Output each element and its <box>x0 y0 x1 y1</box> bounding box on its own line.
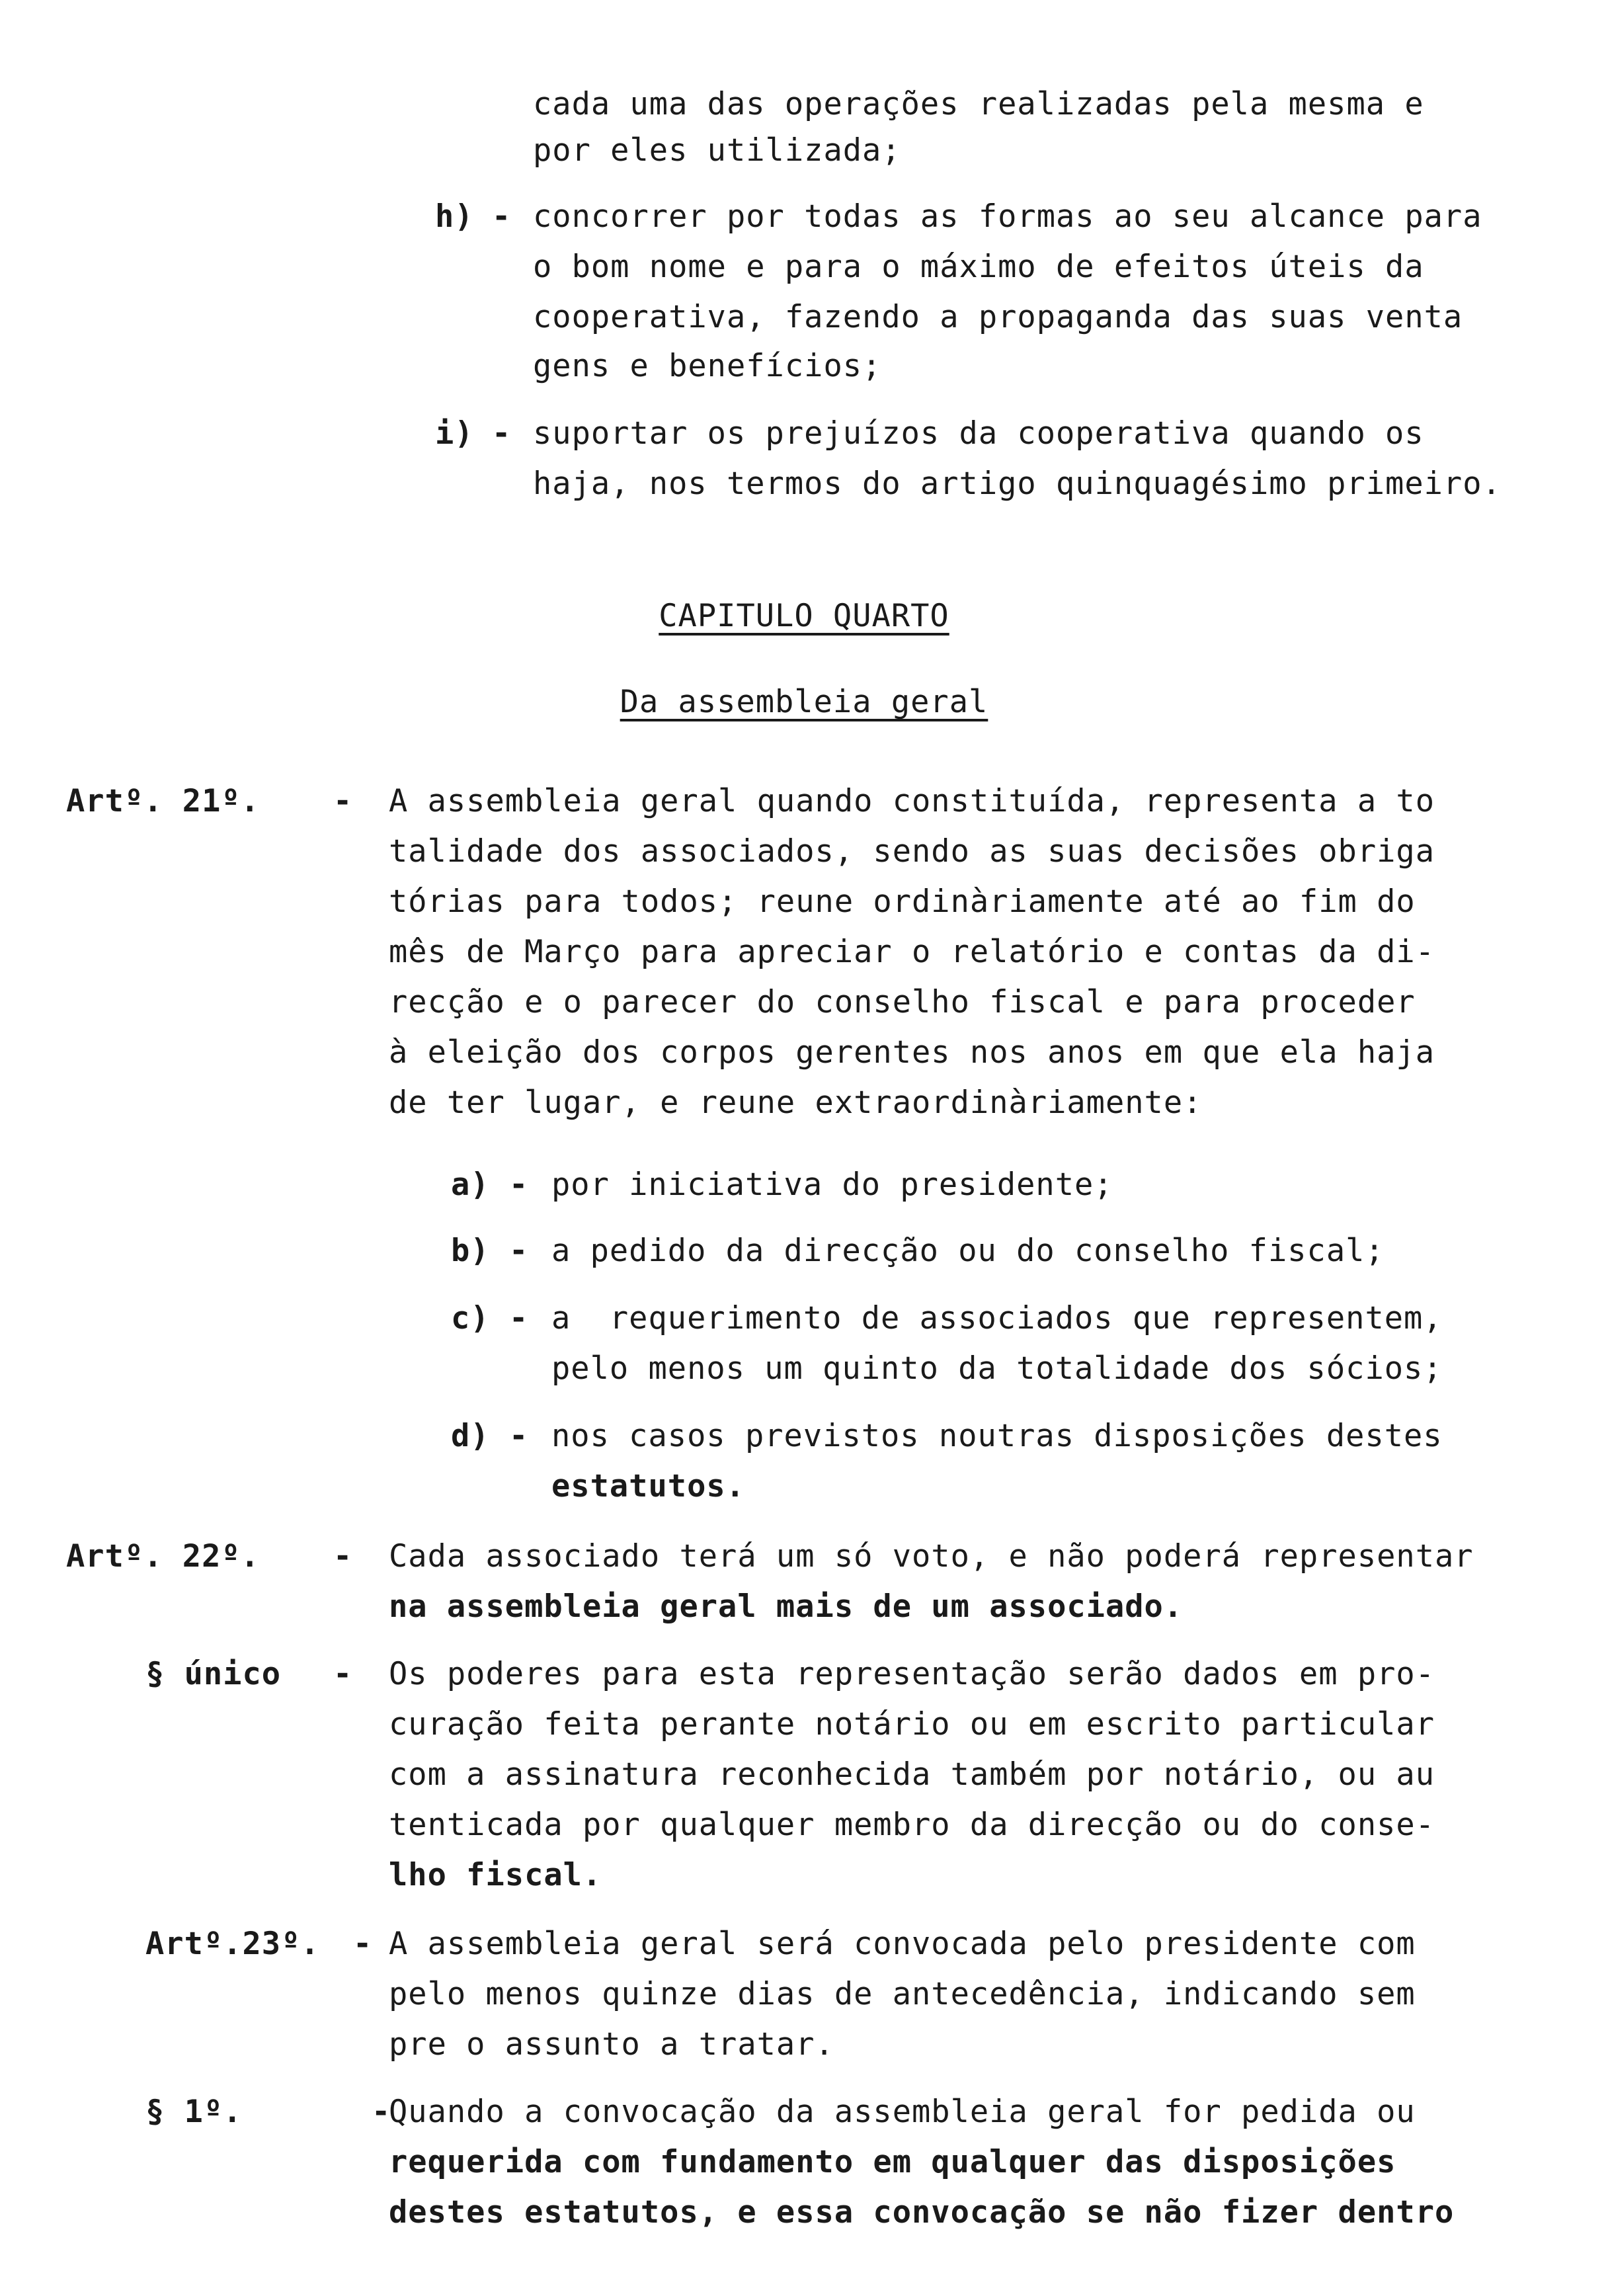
list-dash: - <box>509 1300 529 1336</box>
body-text-line: suportar os prejuízos da cooperativa quando os <box>533 415 1424 452</box>
body-text-line: gens e benefícios; <box>533 348 882 384</box>
body-text-line: Quando a convocação da assembleia geral for pedida ou <box>389 2094 1416 2130</box>
article-label: Artº. 21º. <box>66 783 260 819</box>
body-text-line: a requerimento de associados que representem, <box>551 1300 1443 1336</box>
list-marker: h) <box>435 198 474 235</box>
body-text-line: por eles utilizada; <box>533 132 901 169</box>
body-text-line: cada uma das operações realizadas pela mesma e <box>533 86 1424 122</box>
body-text-line: destes estatutos, e essa convocação se não fizer dentro <box>389 2194 1455 2231</box>
list-marker: b) <box>451 1233 490 1269</box>
body-text-line: o bom nome e para o máximo de efeitos úteis da <box>533 249 1424 285</box>
body-text-line: haja, nos termos do artigo quinquagésimo primeiro. <box>533 466 1502 502</box>
body-text-line: A assembleia geral quando constituída, representa a to <box>389 783 1435 819</box>
body-text-line: estatutos. <box>551 1468 745 1504</box>
list-marker: i) <box>435 415 474 452</box>
body-text-line: cooperativa, fazendo a propaganda das suas venta <box>533 299 1463 335</box>
article-label: Artº. 22º. <box>66 1538 260 1575</box>
body-text-line: de ter lugar, e reune extraordinàriamente: <box>389 1085 1203 1121</box>
body-text-line: requerida com fundamento em qualquer das disposições <box>389 2144 1396 2180</box>
list-dash: - <box>492 198 512 235</box>
chapter-subtitle: Da assembleia geral <box>620 684 988 720</box>
article-label: Artº.23º. <box>145 1926 320 1962</box>
body-text-line: pelo menos um quinto da totalidade dos sócios; <box>551 1350 1443 1387</box>
body-text-line: Cada associado terá um só voto, e não poderá representar <box>389 1538 1474 1575</box>
body-text-line: à eleição dos corpos gerentes nos anos em que ela haja <box>389 1034 1435 1071</box>
list-marker: d) <box>451 1418 490 1454</box>
article-dash: - <box>333 783 353 819</box>
body-text-line: mês de Março para apreciar o relatório e contas da di- <box>389 934 1435 970</box>
body-text-line: a pedido da direcção ou do conselho fiscal; <box>551 1233 1385 1269</box>
list-dash: - <box>509 1233 529 1269</box>
body-text-line: tórias para todos; reune ordinàriamente até ao fim do <box>389 883 1416 920</box>
body-text-line: recção e o parecer do conselho fiscal e para proceder <box>389 984 1416 1020</box>
body-text-line: lho fiscal. <box>389 1857 602 1893</box>
list-dash: - <box>509 1167 529 1203</box>
paragraph-dash: - <box>333 1656 353 1692</box>
body-text-line: tenticada por qualquer membro da direcção ou do conse- <box>389 1807 1435 1843</box>
list-dash: - <box>509 1418 529 1454</box>
body-text-line: por iniciativa do presidente; <box>551 1167 1113 1203</box>
list-marker: c) <box>451 1300 490 1336</box>
body-text-line: concorrer por todas as formas ao seu alcance para <box>533 198 1482 235</box>
chapter-title: CAPITULO QUARTO <box>659 598 949 634</box>
paragraph-label: § único <box>145 1656 282 1692</box>
paragraph-dash: - <box>372 2094 391 2130</box>
body-text-line: nos casos previstos noutras disposições destes <box>551 1418 1443 1454</box>
article-dash: - <box>333 1538 353 1575</box>
body-text-line: curação feita perante notário ou em escrito particular <box>389 1706 1435 1742</box>
body-text-line: pelo menos quinze dias de antecedência, indicando sem <box>389 1976 1416 2012</box>
article-dash: - <box>353 1926 373 1962</box>
body-text-line: A assembleia geral será convocada pelo presidente com <box>389 1926 1416 1962</box>
body-text-line: na assembleia geral mais de um associado. <box>389 1588 1184 1625</box>
body-text-line: pre o assunto a tratar. <box>389 2026 834 2063</box>
list-dash: - <box>492 415 512 452</box>
paragraph-label: § 1º. <box>145 2094 243 2130</box>
body-text-line: Os poderes para esta representação serão dados em pro- <box>389 1656 1435 1692</box>
body-text-line: com a assinatura reconhecida também por notário, ou au <box>389 1756 1435 1793</box>
list-marker: a) <box>451 1167 490 1203</box>
body-text-line: talidade dos associados, sendo as suas decisões obriga <box>389 833 1435 870</box>
